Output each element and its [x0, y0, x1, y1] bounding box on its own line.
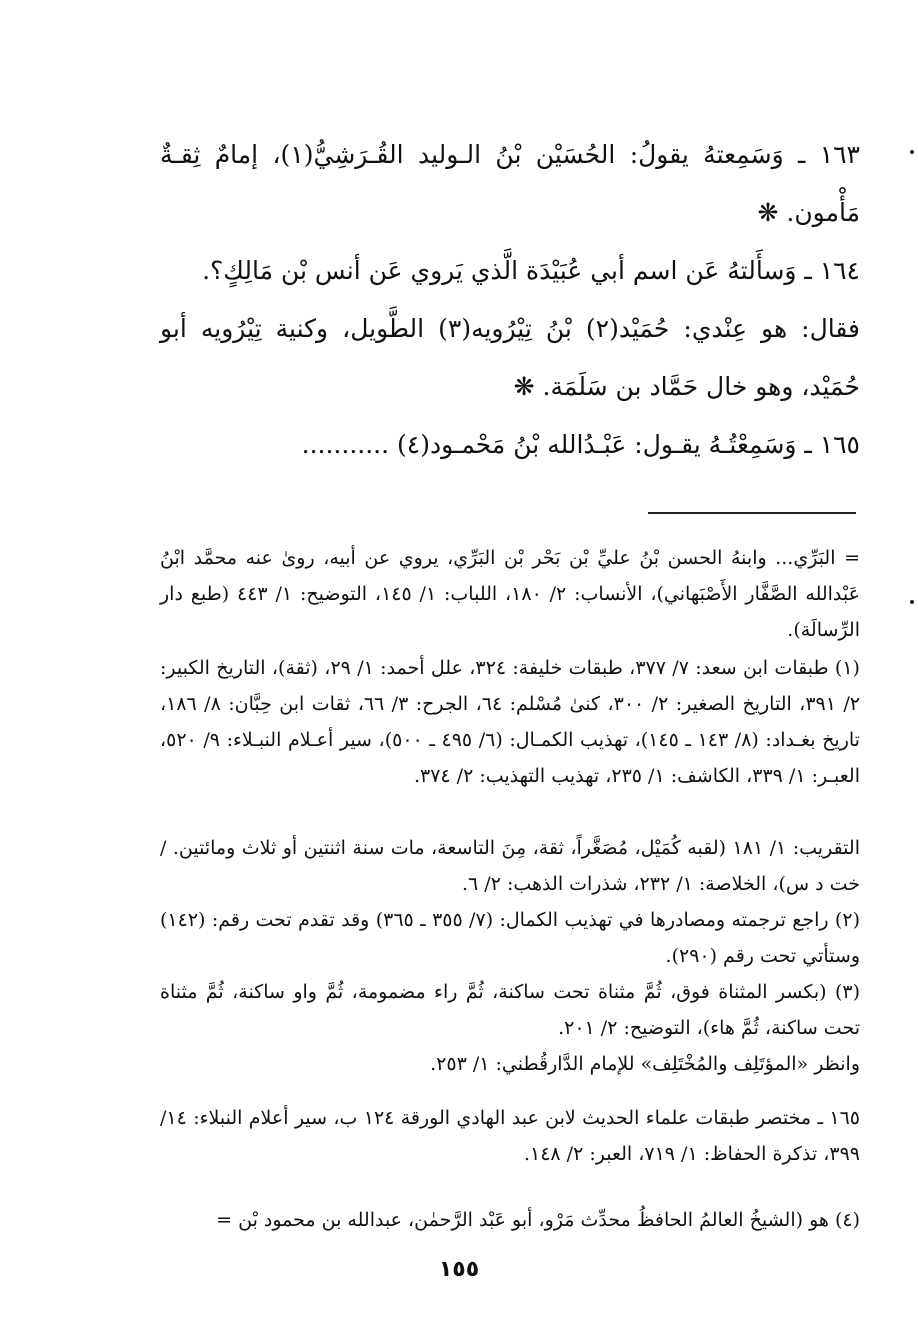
entry-164-answer: فقال: هو عِنْدي: حُمَيْد(٢) بْنُ تِيْرُويه(٣) الطَّويل، وكنية تِيْرُويه أبو حُمَيْد، وهو خال حَمَّاد بن سَلَمَة. ❋	[160, 314, 860, 401]
scan-speck	[910, 600, 914, 604]
footnote-1: (١) طبقات ابن سعد: ٧/ ٣٧٧، طبقات خليفة: ٣٢٤، علل أحمد: ١/ ٢٩، (ثقة)، التاريخ الكبير: ٢/ ٣٩١، التاريخ الصغير: ٢/ ٣٠٠، كنىٰ مُسْلم: ٦٤، الجرح: ٣/ ٦٦، ثقات ابن حِبَّان: ٨/ ١٨٦، تاريخ بغـداد: (٨/ ١٤٣ ـ ١٤٥)، تهذيب الكمـال: (٦/ ٤٩٥ ـ ٥٠٠)، سير أعـلام النبـلاء: ٩/ ٥٢٠، العبـر: ١/ ٣٣٩، الكاشف: ١/ ٢٣٥، تهذيب التهذيب: ٢/ ٣٧٤.	[160, 657, 860, 787]
entry-165: ١٦٥ ـ وَسَمِعْتُـهُ يقـول: عَبْـدُالله بْنُ مَحْمـود(٤) ...........	[301, 430, 860, 459]
footnote-4: (٤) هو (الشيخُ العالمُ الحافظُ محدِّث مَرْو، أبو عَبْد الرَّحمٰن، عبدالله بن محمود بْن =	[216, 1209, 860, 1231]
footnote-2: (٢) راجع ترجمته ومصادرها في تهذيب الكمال: (٧/ ٣٥٥ ـ ٣٦٥) وقد تقدم تحت رقم: (١٤٢) وستأتي تحت رقم (٢٩٠).	[160, 909, 860, 967]
footnote-3-see-also: وانظر «المؤتَلِف والمُخْتَلِف» للإمام الدَّارقُطني: ١/ ٢٥٣.	[430, 1053, 860, 1075]
entry-163: ١٦٣ ـ وَسَمِعتهُ يقولُ: الحُسَيْن بْنُ الـوليد القُـرَشِيُّ(١)، إمامٌ ثِقـةٌ مَأْمون. ❋	[160, 140, 860, 227]
page-number: ١٥٥	[438, 1257, 480, 1282]
footnote-1-continued: التقريب: ١/ ١٨١ (لقبه كُمَيْل، مُصَغَّراً، ثقة، مِنَ التاسعة، مات سنة اثنتين أو ثلاث ومائتين. / خت د س)، الخلاصة: ١/ ٢٣٢، شذرات الذهب: ٢/ ٦.	[160, 837, 860, 895]
footnote-continuation: = البَرِّي... وابنهُ الحسن بْنُ عليِّ بْن بَحْر بْن البَرِّي، يروي عن أبيه، روىٰ عنه محمَّد ابْنُ عَبْدالله الصَّفَّار الأَصْبَهاني)، الأنساب: ٢/ ١٨٠، اللباب: ١/ ١٤٥، التوضيح: ١/ ٤٤٣ (طبع دار الرِّسالَة).	[160, 547, 860, 641]
scan-speck	[910, 150, 914, 154]
entry-164: ١٦٤ ـ وَسأَلتهُ عَن اسم أبي عُبَيْدَة الَّذي يَروي عَن أنس بْن مَالِكٍ؟.	[202, 256, 860, 285]
footnote-separator	[648, 512, 856, 514]
footnote-3: (٣) (بكسر المثناة فوق، ثُمَّ مثناة تحت ساكنة، ثُمَّ راء مضمومة، ثُمَّ واو ساكنة، ثُمَّ مثناة تحت ساكنة، ثُمَّ هاء)، التوضيح: ٢/ ٢٠١.	[160, 981, 860, 1039]
footnote-entry-165: ١٦٥ ـ مختصر طبقات علماء الحديث لابن عبد الهادي الورقة ١٢٤ ب، سير أعلام النبلاء: ١٤/ ٣٩٩، تذكرة الحفاظ: ١/ ٧١٩، العبر: ٢/ ١٤٨.	[160, 1107, 861, 1165]
